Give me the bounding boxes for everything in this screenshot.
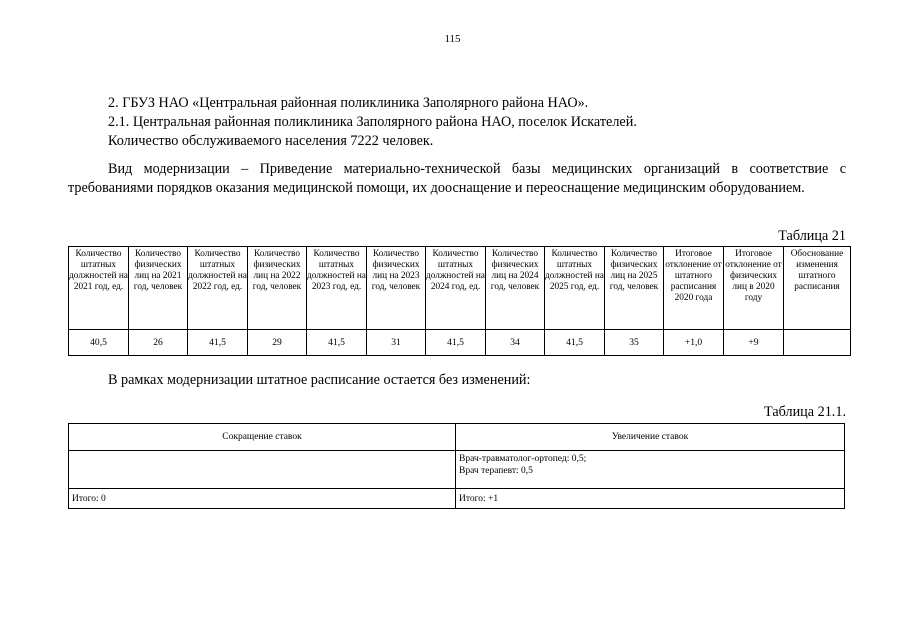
column-header: Количество штатных должностей на 2025 год, ед. xyxy=(545,247,605,330)
page-number: 115 xyxy=(444,33,461,45)
column-header: Количество физических лиц на 2024 год, человек xyxy=(486,247,545,330)
column-header: Количество штатных должностей на 2023 год, ед. xyxy=(307,247,367,330)
column-header: Количество физических лиц на 2025 год, человек xyxy=(605,247,664,330)
population-line: Количество обслуживаемого населения 7222 человек. xyxy=(108,133,434,149)
column-header: Количество физических лиц на 2021 год, человек xyxy=(129,247,188,330)
reduction-total: Итого: 0 xyxy=(69,489,456,509)
increase-header: Увеличение ставок xyxy=(456,424,845,451)
column-header: Итоговое отклонение от физических лиц в 2020 году xyxy=(724,247,784,330)
facility-heading: 2.1. Центральная районная поликлиника Заполярного района НАО, поселок Искателей. xyxy=(108,114,637,130)
rate-changes-table xyxy=(68,423,845,509)
reduction-header: Сокращение ставок xyxy=(69,424,456,451)
modernization-text: Вид модернизации – Приведение материально-технической базы медицинских организаций в соответствие с требованиями порядков оказания медицинской помощи, их дооснащение и переоснащение медицинским оборудованием. xyxy=(68,161,846,196)
column-header: Количество физических лиц на 2022 год, человек xyxy=(248,247,307,330)
table-cell: 41,5 xyxy=(188,330,248,356)
table-cell: 41,5 xyxy=(307,330,367,356)
column-header: Количество физических лиц на 2023 год, человек xyxy=(367,247,426,330)
table-cell: 29 xyxy=(248,330,307,356)
organization-heading: 2. ГБУЗ НАО «Центральная районная поликлиника Заполярного района НАО». xyxy=(108,95,589,111)
table-cell: +9 xyxy=(724,330,784,356)
modernization-paragraph xyxy=(68,160,846,197)
table-cell: 34 xyxy=(486,330,545,356)
table-cell: 35 xyxy=(605,330,664,356)
table-cell: +1,0 xyxy=(664,330,724,356)
column-header: Обоснование изменения штатного расписания xyxy=(784,247,851,330)
table21-1-caption: Таблица 21.1. xyxy=(764,404,846,420)
table-cell xyxy=(784,330,851,356)
table-cell: 41,5 xyxy=(426,330,486,356)
reduction-items xyxy=(69,451,456,489)
staffing-note: В рамках модернизации штатное расписание остается без изменений: xyxy=(108,372,531,388)
staffing-header-row xyxy=(69,247,851,330)
table-cell: 31 xyxy=(367,330,426,356)
table-cell: 26 xyxy=(129,330,188,356)
column-header: Количество штатных должностей на 2024 год, ед. xyxy=(426,247,486,330)
column-header: Итоговое отклонение от штатного расписания 2020 года xyxy=(664,247,724,330)
increase-total: Итого: +1 xyxy=(456,489,845,509)
table-cell: 40,5 xyxy=(69,330,129,356)
table-cell: 41,5 xyxy=(545,330,605,356)
increase-items: Врач-травматолог-ортопед: 0,5; Врач терапевт: 0,5 xyxy=(456,451,845,489)
table21-caption: Таблица 21 xyxy=(778,228,846,244)
table-row xyxy=(69,451,845,489)
changes-header-row xyxy=(69,424,845,451)
column-header: Количество штатных должностей на 2021 год, ед. xyxy=(69,247,129,330)
column-header: Количество штатных должностей на 2022 год, ед. xyxy=(188,247,248,330)
table-row xyxy=(69,330,851,356)
staffing-table xyxy=(68,246,851,356)
table-row xyxy=(69,489,845,509)
